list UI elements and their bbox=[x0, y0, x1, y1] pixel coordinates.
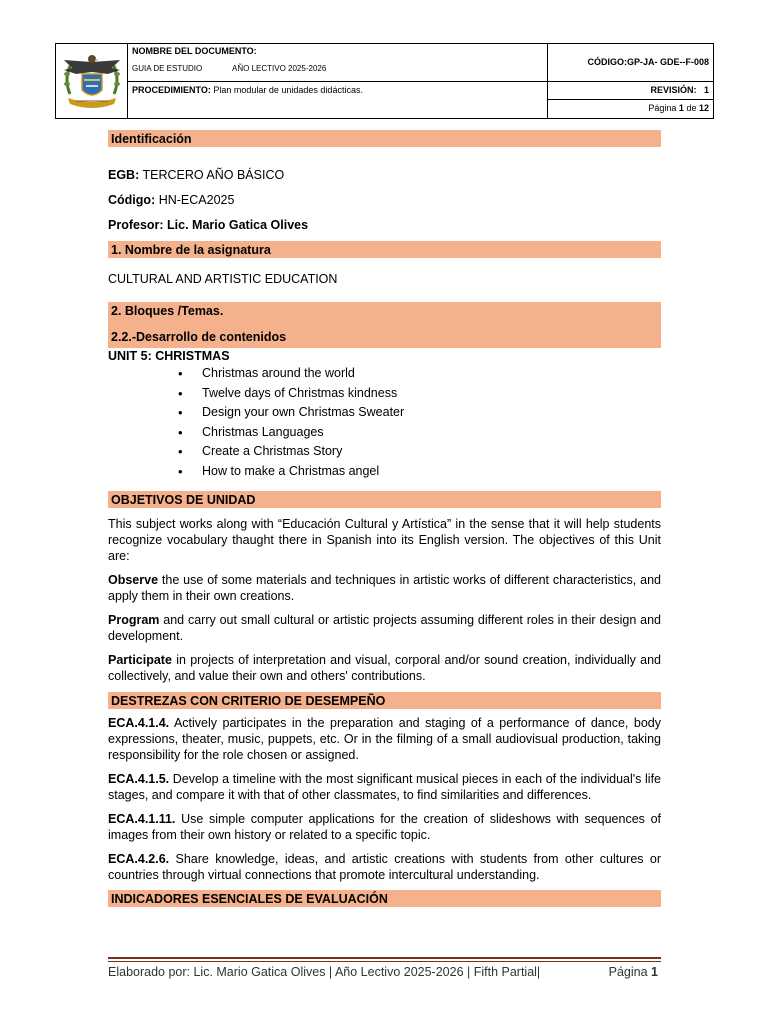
skill-code: ECA.4.1.5. bbox=[108, 771, 170, 786]
page-current: 1 bbox=[678, 103, 684, 113]
skill-text: Share knowledge, ideas, and artistic creations with students from other cultures or countries through virtual connections that promote intercultural understanding. bbox=[108, 851, 661, 882]
document-title: GUIA DE ESTUDIO bbox=[132, 64, 203, 73]
page-total: 12 bbox=[698, 103, 709, 113]
document-header-table bbox=[55, 43, 714, 119]
footer-divider bbox=[108, 961, 661, 962]
list-item: • Design your own Christmas Sweater bbox=[178, 403, 661, 423]
list-item: • How to make a Christmas angel bbox=[178, 462, 661, 482]
objective-lead: Participate bbox=[108, 652, 172, 667]
section-heading-asignatura: 1. Nombre de la asignatura bbox=[108, 241, 661, 258]
section-heading-indicadores: INDICADORES ESENCIALES DE EVALUACIÓN bbox=[108, 890, 661, 907]
eagle-crest-icon bbox=[56, 44, 128, 118]
list-item: • Christmas Languages bbox=[178, 423, 661, 443]
footer-divider bbox=[108, 957, 661, 959]
codigo-line bbox=[108, 192, 661, 208]
skill-text: Develop a timeline with the most significant musical pieces in each of the individual's life stages, and compare it with that of other classmates, to find similarities and differences. bbox=[108, 771, 661, 802]
egb-value: TERCERO AÑO BÁSICO bbox=[142, 168, 285, 182]
section-heading-objetivos: OBJETIVOS DE UNIDAD bbox=[108, 491, 661, 508]
objective-item bbox=[108, 612, 661, 644]
section-heading-identificacion: Identificación bbox=[108, 130, 661, 147]
footer-page-number: 1 bbox=[651, 965, 658, 979]
page-counter-cell bbox=[548, 100, 713, 118]
objective-item bbox=[108, 572, 661, 604]
document-code: CÓDIGO:GP-JA- GDE--F-008 bbox=[548, 44, 713, 82]
skill-item bbox=[108, 771, 661, 803]
revision-label: REVISIÓN: bbox=[650, 85, 697, 95]
procedure-value: Plan modular de unidades didácticas. bbox=[213, 85, 363, 95]
revision-cell bbox=[548, 82, 713, 100]
document-name-cell bbox=[128, 44, 548, 82]
objective-text: the use of some materials and techniques in artistic works of different characteristics, and apply them in their own creations. bbox=[108, 572, 661, 603]
document-name-label: NOMBRE DEL DOCUMENTO: bbox=[132, 46, 257, 56]
objective-text: in projects of interpretation and visual, corporal and/or sound creation, individually and collectively, and value their own and others' contributions. bbox=[108, 652, 661, 683]
objective-item bbox=[108, 652, 661, 684]
skill-item bbox=[108, 851, 661, 883]
codigo-label: Código: bbox=[108, 193, 156, 207]
bloques-heading: 2. Bloques /Temas. bbox=[111, 304, 224, 318]
asignatura-value: CULTURAL AND ARTISTIC EDUCATION bbox=[108, 272, 338, 286]
skill-item bbox=[108, 715, 661, 763]
list-item: • Twelve days of Christmas kindness bbox=[178, 384, 661, 404]
page-footer bbox=[108, 964, 661, 980]
skill-text: Use simple computer applications for the creation of slideshows with sequences of images from their own history or related to a specific topic. bbox=[108, 811, 661, 842]
school-logo bbox=[56, 44, 128, 118]
document-body bbox=[108, 130, 661, 907]
objective-text: and carry out small cultural or artistic projects assuming different roles in their design and development. bbox=[108, 612, 661, 643]
section-heading-destrezas: DESTREZAS CON CRITERIO DE DESEMPEÑO bbox=[108, 692, 661, 709]
section-heading-bloques bbox=[108, 302, 661, 348]
profesor-line: Profesor: Lic. Mario Gatica Olives bbox=[108, 218, 309, 232]
list-item: • Create a Christmas Story bbox=[178, 442, 661, 462]
unit-topic-list bbox=[108, 364, 661, 482]
school-year: AÑO LECTIVO 2025-2026 bbox=[232, 64, 327, 73]
egb-label: EGB: bbox=[108, 168, 140, 182]
page-prefix: Página bbox=[648, 103, 677, 113]
skill-item bbox=[108, 811, 661, 843]
bloques-subheading: 2.2.-Desarrollo de contenidos bbox=[111, 330, 287, 344]
revision-value: 1 bbox=[703, 85, 709, 95]
unit-title: UNIT 5: CHRISTMAS bbox=[108, 349, 230, 363]
skill-code: ECA.4.1.11. bbox=[108, 811, 176, 826]
list-item: • Christmas around the world bbox=[178, 364, 661, 384]
procedure-label: PROCEDIMIENTO: bbox=[132, 85, 211, 95]
objetivos-intro: This subject works along with “Educación Cultural y Artística” in the sense that it will help students recognize vocabulary thaught there in Spanish into its English version. The objectives of this Unit are: bbox=[108, 516, 661, 563]
page-of: de bbox=[686, 103, 697, 113]
footer-page bbox=[609, 964, 658, 980]
egb-line bbox=[108, 167, 661, 183]
skill-text: Actively participates in the preparation and staging of a performance of dance, body expressions, theater, music, puppets, etc. Or in the filming of a small audiovisual production, taking responsibility for the role chosen or assigned. bbox=[108, 715, 661, 762]
skill-code: ECA.4.1.4. bbox=[108, 715, 170, 730]
footer-page-label: Página bbox=[608, 965, 648, 979]
footer-text: Elaborado por: Lic. Mario Gatica Olives | Año Lectivo 2025-2026 | Fifth Partial| bbox=[108, 965, 541, 979]
objective-lead: Program bbox=[108, 612, 160, 627]
skill-code: ECA.4.2.6. bbox=[108, 851, 170, 866]
codigo-value: HN-ECA2025 bbox=[158, 193, 235, 207]
procedure-cell bbox=[128, 82, 548, 118]
objective-lead: Observe bbox=[108, 572, 159, 587]
